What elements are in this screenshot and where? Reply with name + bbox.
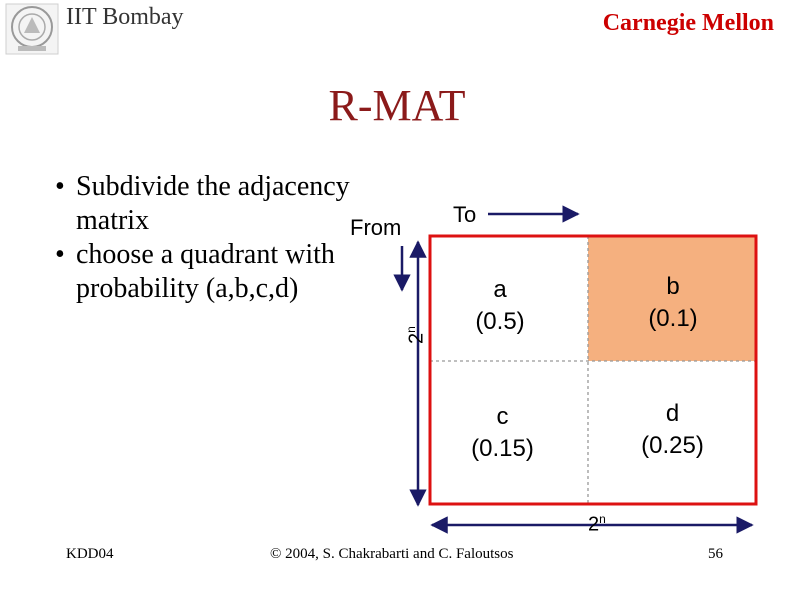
bullet-dot: • [55,239,65,270]
quadrant-c [445,401,560,465]
footer-copyright: © 2004, S. Chakrabarti and C. Faloutsos [270,546,514,562]
quadrant-letter: d [665,400,680,427]
quadrant-prob: (0.25) [641,432,704,459]
vertical-size-label: 2$^n$ [404,326,428,344]
bullet-text: Subdivide the adjacency matrix [76,171,350,236]
quadrant-letter: a [493,276,507,303]
from-label: From [350,215,402,240]
bullet-dot: • [55,171,65,202]
quadrant-prob: (0.5) [475,308,525,335]
quadrant-b [618,271,728,335]
quadrant-letter: b [666,273,680,300]
footer-conference: KDD04 [66,546,114,562]
slide-title: R-MAT [328,81,466,130]
quadrant-prob: (0.15) [471,435,534,462]
header-right-label: Carnegie Mellon [602,10,774,36]
quadrant-letter: c [496,403,509,430]
quadrant-d [615,398,730,462]
quadrant-a [445,274,555,338]
header-left-label: IIT Bombay [66,4,184,30]
quadrant-prob: (0.1) [648,305,698,332]
bullet-text: choose a quadrant with probability (a,b,c,d) [76,239,335,304]
footer-page-number: 56 [708,546,723,562]
to-label: To [453,202,477,227]
horizontal-size-label: 2$^n$ [588,512,606,536]
